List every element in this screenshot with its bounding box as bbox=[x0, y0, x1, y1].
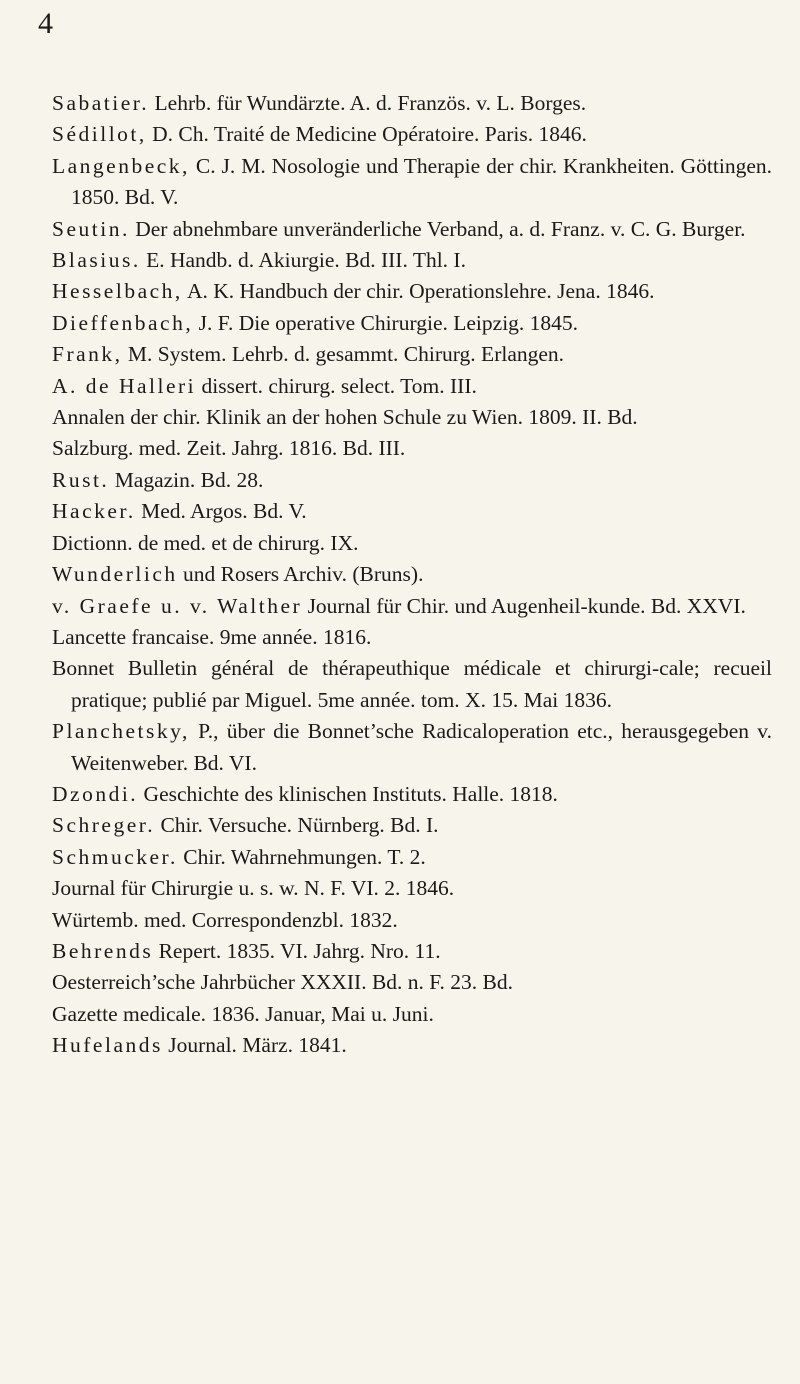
entry-author: Planchetsky, bbox=[52, 719, 190, 744]
bibliography-entry bbox=[52, 119, 772, 150]
bibliography-entry bbox=[52, 496, 772, 527]
bibliography-entry bbox=[52, 465, 772, 496]
entry-author: Hacker. bbox=[52, 499, 136, 524]
bibliography-entry bbox=[52, 810, 772, 841]
entry-text: J. F. Die operative Chirurgie. Leipzig. 1845. bbox=[193, 310, 579, 335]
entry-author: Dzondi. bbox=[52, 781, 139, 806]
bibliography-entry bbox=[52, 402, 772, 433]
bibliography-entry bbox=[52, 528, 772, 559]
entry-author: Sabatier. bbox=[52, 91, 150, 115]
bibliography-entry bbox=[52, 716, 772, 779]
bibliography-entry bbox=[52, 339, 772, 370]
entry-text: M. System. Lehrb. d. gesammt. Chirurg. Erlangen. bbox=[122, 342, 565, 367]
entry-text: Würtemb. med. Correspondenzbl. 1832. bbox=[52, 907, 398, 932]
entry-author: Seutin. bbox=[52, 216, 130, 241]
entry-text: Journal für Chirurgie u. s. w. N. F. VI. 2. 1846. bbox=[52, 876, 455, 901]
entry-text: Annalen der chir. Klinik an der hohen Schule zu Wien. 1809. II. Bd. bbox=[52, 405, 638, 430]
entry-author: Langenbeck, bbox=[52, 153, 190, 178]
entry-text: Dictionn. de med. et de chirurg. IX. bbox=[52, 530, 359, 555]
entry-text: Der abnehmbare unveränderliche Verband, a. d. Franz. v. C. G. Burger. bbox=[129, 216, 746, 241]
entry-author: Dieffenbach, bbox=[52, 310, 194, 335]
bibliography-entry bbox=[52, 936, 772, 967]
bibliography-entry bbox=[52, 842, 772, 873]
entry-author: Wunderlich bbox=[52, 562, 178, 587]
bibliography-entry bbox=[52, 591, 772, 622]
entry-text: Chir. Wahrnehmungen. T. 2. bbox=[177, 844, 426, 869]
entry-text: und Rosers Archiv. (Bruns). bbox=[177, 562, 424, 587]
bibliography-entry bbox=[52, 88, 772, 119]
bibliography-entry bbox=[52, 1030, 772, 1061]
entry-author: Frank, bbox=[52, 342, 123, 367]
entry-text: C. J. M. Nosologie und Therapie der chir. Krankheiten. Göttingen. 1850. Bd. V. bbox=[71, 153, 772, 210]
entry-text: Lancette francaise. 9me année. 1816. bbox=[52, 624, 372, 649]
bibliography-entry bbox=[52, 371, 772, 402]
entry-author: Blasius. bbox=[52, 248, 141, 273]
entry-text: E. Handb. d. Akiurgie. Bd. III. Thl. I. bbox=[140, 248, 466, 273]
bibliography-entry bbox=[52, 905, 772, 936]
bibliography-entry bbox=[52, 779, 772, 810]
entry-text: Journal für Chir. und Augenheil-kunde. Bd. XXVI. bbox=[302, 593, 746, 618]
bibliography-entry bbox=[52, 559, 772, 590]
bibliography-entry bbox=[52, 214, 772, 245]
bibliography-entry bbox=[52, 999, 772, 1030]
entry-author: Behrends bbox=[52, 938, 154, 963]
entry-text: A. K. Handbuch der chir. Operationslehre. Jena. 1846. bbox=[182, 279, 655, 304]
bibliography-entry bbox=[52, 622, 772, 653]
bibliography-entry bbox=[52, 433, 772, 464]
entry-text: Journal. März. 1841. bbox=[162, 1033, 347, 1058]
entry-author: Sédillot, bbox=[52, 122, 147, 147]
bibliography-list bbox=[52, 88, 772, 1062]
bibliography-entry bbox=[52, 873, 772, 904]
entry-text: Magazin. Bd. 28. bbox=[109, 467, 264, 492]
entry-author: Schreger. bbox=[52, 813, 156, 838]
entry-text: Bonnet Bulletin général de thérapeuthique médicale et chirurgi-cale; recueil pratique; publié par Miguel. 5me année. tom. X. 15. Mai 1836. bbox=[52, 656, 772, 712]
entry-text: Repert. 1835. VI. Jahrg. Nro. 11. bbox=[153, 938, 441, 963]
entry-text: Med. Argos. Bd. V. bbox=[135, 499, 307, 524]
entry-text: Gazette medicale. 1836. Januar, Mai u. Juni. bbox=[52, 1001, 434, 1026]
entry-text: Oesterreich’sche Jahrbücher XXXII. Bd. n. F. 23. Bd. bbox=[52, 970, 514, 995]
entry-text: P., über die Bonnet’sche Radicaloperation etc., herausgegeben v. Weitenweber. Bd. VI. bbox=[71, 719, 772, 775]
entry-author: Schmucker. bbox=[52, 844, 178, 869]
entry-author: Hufelands bbox=[52, 1033, 163, 1058]
bibliography-entry bbox=[52, 151, 772, 214]
bibliography-entry bbox=[52, 245, 772, 276]
bibliography-entry bbox=[52, 653, 772, 716]
entry-author: Rust. bbox=[52, 467, 110, 492]
page-number: 4 bbox=[38, 7, 53, 40]
entry-text: D. Ch. Traité de Medicine Opératoire. Paris. 1846. bbox=[146, 122, 587, 147]
bibliography-entry bbox=[52, 276, 772, 307]
bibliography-entry bbox=[52, 967, 772, 998]
entry-author: Hesselbach, bbox=[52, 279, 183, 304]
entry-text: Geschichte des klinischen Instituts. Halle. 1818. bbox=[138, 781, 558, 806]
entry-author: v. Graefe u. v. Walther bbox=[52, 593, 303, 618]
entry-text: Lehrb. für Wundärzte. A. d. Französ. v. L. Borges. bbox=[149, 91, 587, 115]
entry-text: Chir. Versuche. Nürnberg. Bd. I. bbox=[155, 813, 439, 838]
entry-text: dissert. chirurg. select. Tom. III. bbox=[196, 373, 477, 398]
bibliography-entry bbox=[52, 308, 772, 339]
entry-text: Salzburg. med. Zeit. Jahrg. 1816. Bd. III. bbox=[52, 436, 406, 461]
entry-author: A. de Halleri bbox=[52, 373, 197, 398]
